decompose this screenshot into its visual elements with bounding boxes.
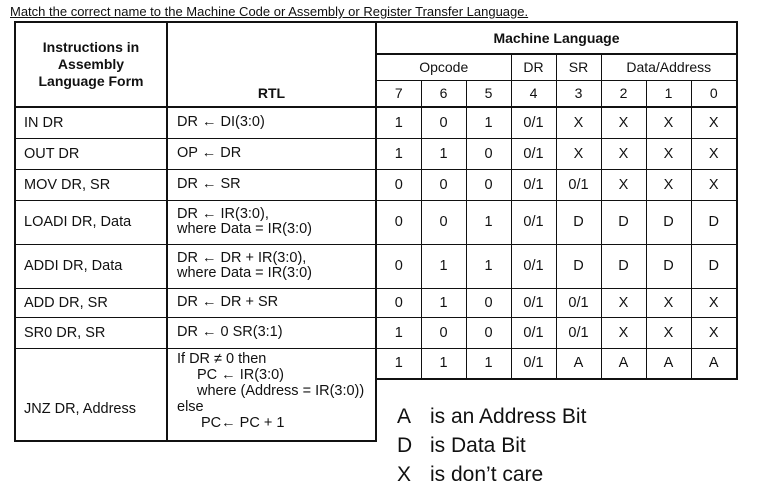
bit-cell: 1 [421,348,466,379]
instruction-cell: OUT DR [15,138,167,169]
rtl-cell: DR ← DI(3:0) [167,107,376,138]
bit-cell: D [646,200,691,244]
bit-number: 7 [376,80,421,107]
bit-number: 3 [556,80,601,107]
bit-cell: X [691,138,737,169]
header-instructions: Instructions in Assembly Language Form [15,22,167,107]
table-row [15,169,737,200]
bit-cell: 1 [466,244,511,288]
rtl-cell: DR ← DR + SR [167,288,376,317]
bit-cell: 0/1 [511,107,556,138]
bit-cell: X [691,317,737,348]
bit-cell: 0/1 [511,288,556,317]
bit-cell: D [556,200,601,244]
rtl-cell: OP ← DR [167,138,376,169]
bit-cell: 0/1 [556,169,601,200]
table-row [15,107,737,138]
bit-cell: X [556,107,601,138]
instruction-table [14,21,738,442]
bit-cell: 1 [376,138,421,169]
rtl-cell: If DR ≠ 0 then PC ← IR(3:0) where (Address = IR(3:0)) else PC← PC + 1 [167,348,376,441]
bit-cell: D [601,200,646,244]
bit-cell: 1 [376,107,421,138]
bit-cell: 1 [466,200,511,244]
bit-cell: 0 [421,107,466,138]
header-sr: SR [556,54,601,80]
rtl-cell: DR ← DR + IR(3:0), where Data = IR(3:0) [167,244,376,288]
bit-cell: 0/1 [511,244,556,288]
header-machine-language: Machine Language [376,22,737,54]
bit-cell: 0 [421,317,466,348]
bit-number: 6 [421,80,466,107]
bit-cell: 0 [466,138,511,169]
bit-cell: 0/1 [556,317,601,348]
bit-cell: 0/1 [511,317,556,348]
instruction-cell: IN DR [15,107,167,138]
table-row [15,288,737,317]
bit-cell: X [646,317,691,348]
bit-cell: 1 [421,244,466,288]
bit-cell: 0 [376,288,421,317]
bit-cell: X [601,107,646,138]
bit-cell: 0/1 [511,169,556,200]
legend-item: A is an Address Bit [397,405,587,428]
instruction-cell: SR0 DR, SR [15,317,167,348]
bit-cell: 0 [466,169,511,200]
bit-cell: D [691,244,737,288]
bit-cell: D [691,200,737,244]
bit-cell: X [646,138,691,169]
bit-cell: A [691,348,737,379]
header-opcode: Opcode [376,54,511,80]
legend-item: X is don’t care [397,463,544,486]
bit-cell: 1 [376,348,421,379]
bit-cell: A [601,348,646,379]
bit-cell: X [601,138,646,169]
instruction-cell: JNZ DR, Address [15,348,167,441]
bit-cell: 1 [466,348,511,379]
header-data-address: Data/Address [601,54,737,80]
bit-cell: A [646,348,691,379]
bit-cell: D [601,244,646,288]
instruction-cell: ADD DR, SR [15,288,167,317]
table-row [15,348,737,379]
table-row [15,244,737,288]
rtl-cell: DR ← SR [167,169,376,200]
legend [397,402,586,489]
bit-cell: 0 [376,244,421,288]
bit-cell: X [691,169,737,200]
rtl-cell: DR ← 0 SR(3:1) [167,317,376,348]
bit-cell: 0 [421,169,466,200]
bit-cell: 1 [376,317,421,348]
bit-cell: X [601,317,646,348]
caption: Match the correct name to the Machine Code or Assembly or Register Transfer Language. [10,4,529,19]
table-row [15,317,737,348]
bit-cell: 0/1 [511,200,556,244]
bit-cell: X [691,288,737,317]
bit-number: 2 [601,80,646,107]
bit-cell: 0 [466,288,511,317]
bit-cell: X [646,169,691,200]
bit-cell: 0/1 [511,138,556,169]
rtl-cell: DR ← IR(3:0), where Data = IR(3:0) [167,200,376,244]
header-dr: DR [511,54,556,80]
bit-number: 4 [511,80,556,107]
bit-cell: 0 [376,169,421,200]
bit-cell: D [646,244,691,288]
bit-cell: D [556,244,601,288]
bit-cell: 1 [421,138,466,169]
instruction-cell: MOV DR, SR [15,169,167,200]
bit-number: 1 [646,80,691,107]
instruction-cell: ADDI DR, Data [15,244,167,288]
bit-cell: 0/1 [556,288,601,317]
table-row [15,138,737,169]
bit-cell: 0 [376,200,421,244]
bit-cell: X [646,288,691,317]
legend-item: D is Data Bit [397,434,526,457]
bit-cell: 0 [421,200,466,244]
table-row [15,200,737,244]
bit-cell: X [556,138,601,169]
bit-cell: 0 [466,317,511,348]
instruction-cell: LOADI DR, Data [15,200,167,244]
bit-cell: X [691,107,737,138]
bit-cell: 1 [466,107,511,138]
bit-cell: X [601,288,646,317]
bit-number: 5 [466,80,511,107]
bit-cell: 0/1 [511,348,556,379]
bit-cell: 1 [421,288,466,317]
bit-cell: A [556,348,601,379]
bit-cell: X [601,169,646,200]
bit-number: 0 [691,80,737,107]
bit-cell: X [646,107,691,138]
header-rtl: RTL [167,22,376,107]
